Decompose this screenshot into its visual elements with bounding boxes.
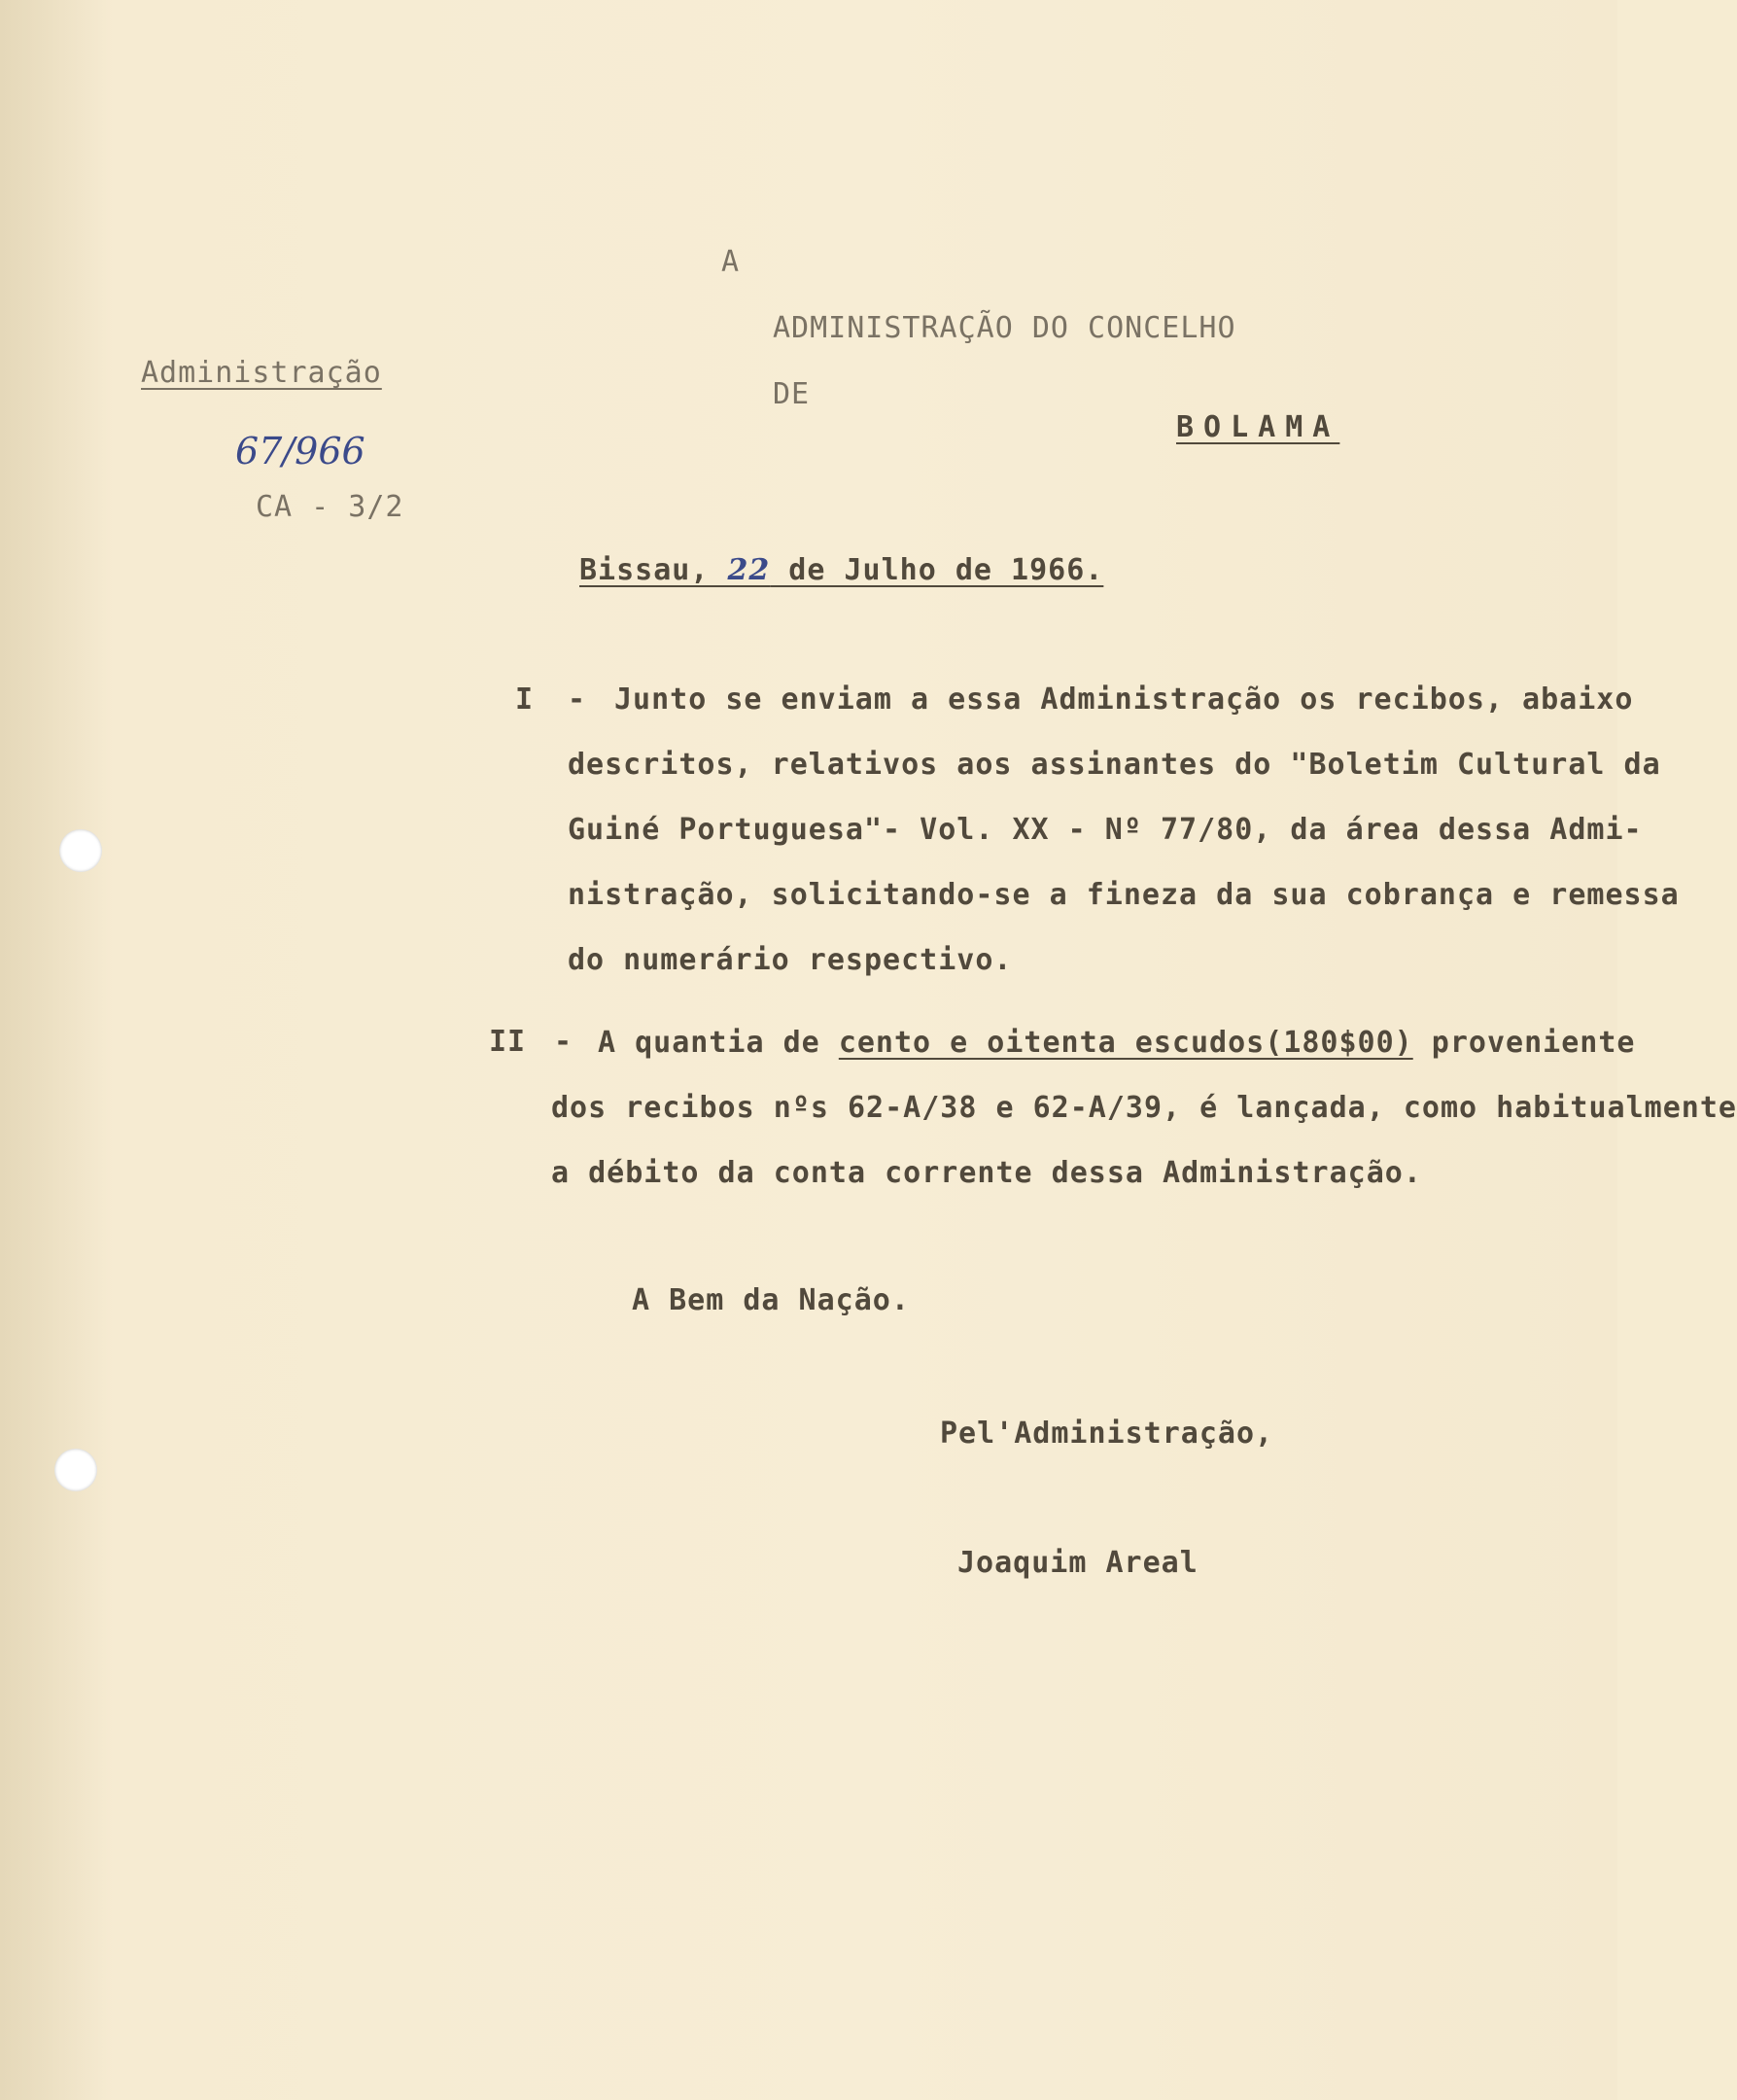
paragraph-2-dash: - [554,1025,573,1059]
page-edge-shading [0,0,107,2100]
paragraph-2-line-2: dos recibos nºs 62-A/38 e 62-A/39, é lançada, como habitualmente [551,1091,1737,1125]
paragraph-1-line-5: do numerário respectivo. [568,943,1013,977]
paragraph-1-line-2: descritos, relativos aos assinantes do "Boletim Cultural da [568,748,1661,782]
punch-hole-top [59,829,102,872]
paragraph-2 [551,1010,1737,1206]
paragraph-1-line-4: nistração, solicitando-se a fineza da sua cobrança e remessa [568,878,1680,912]
signature-preface: Pel'Administração, [940,1417,1274,1451]
addressee-prefix: A [721,245,741,279]
paragraph-1-number: I [515,682,535,717]
addressee-location: BOLAMA [1176,410,1340,444]
paragraph-1-dash: - [568,682,587,717]
paragraph-2-line-3: a débito da conta corrente dessa Administração. [551,1156,1422,1190]
date-place: Bissau, [579,553,728,587]
punch-hole-bottom [54,1449,97,1491]
sender-heading: Administração [141,356,382,390]
signatory-name: Joaquim Areal [957,1546,1199,1580]
addressee-line-2: DE [773,377,811,411]
closing-salutation: A Bem da Nação. [632,1283,910,1317]
handwritten-reference: 67/966 [235,430,365,472]
date-line [579,551,1103,590]
file-code: CA - 3/2 [256,490,404,524]
paragraph-1-line-1: Junto se enviam a essa Administração os recibos, abaixo [614,682,1634,717]
paragraph-2-line-1-post: proveniente [1412,1026,1636,1060]
paragraph-2-line-1-pre: A quantia de [598,1026,839,1060]
addressee-line-1: ADMINISTRAÇÃO DO CONCELHO [773,311,1236,345]
date-rest: de Julho de 1966. [770,553,1104,587]
paragraph-1 [568,667,1680,993]
paragraph-1-line-3: Guiné Portuguesa"- Vol. XX - Nº 77/80, da área dessa Admi- [568,813,1643,847]
paragraph-2-amount: cento e oitenta escudos(180$00) [838,1026,1413,1060]
paragraph-2-line-1 [551,1010,1737,1075]
paragraph-2-number: II [489,1025,527,1059]
date-day: 22 [727,553,771,587]
